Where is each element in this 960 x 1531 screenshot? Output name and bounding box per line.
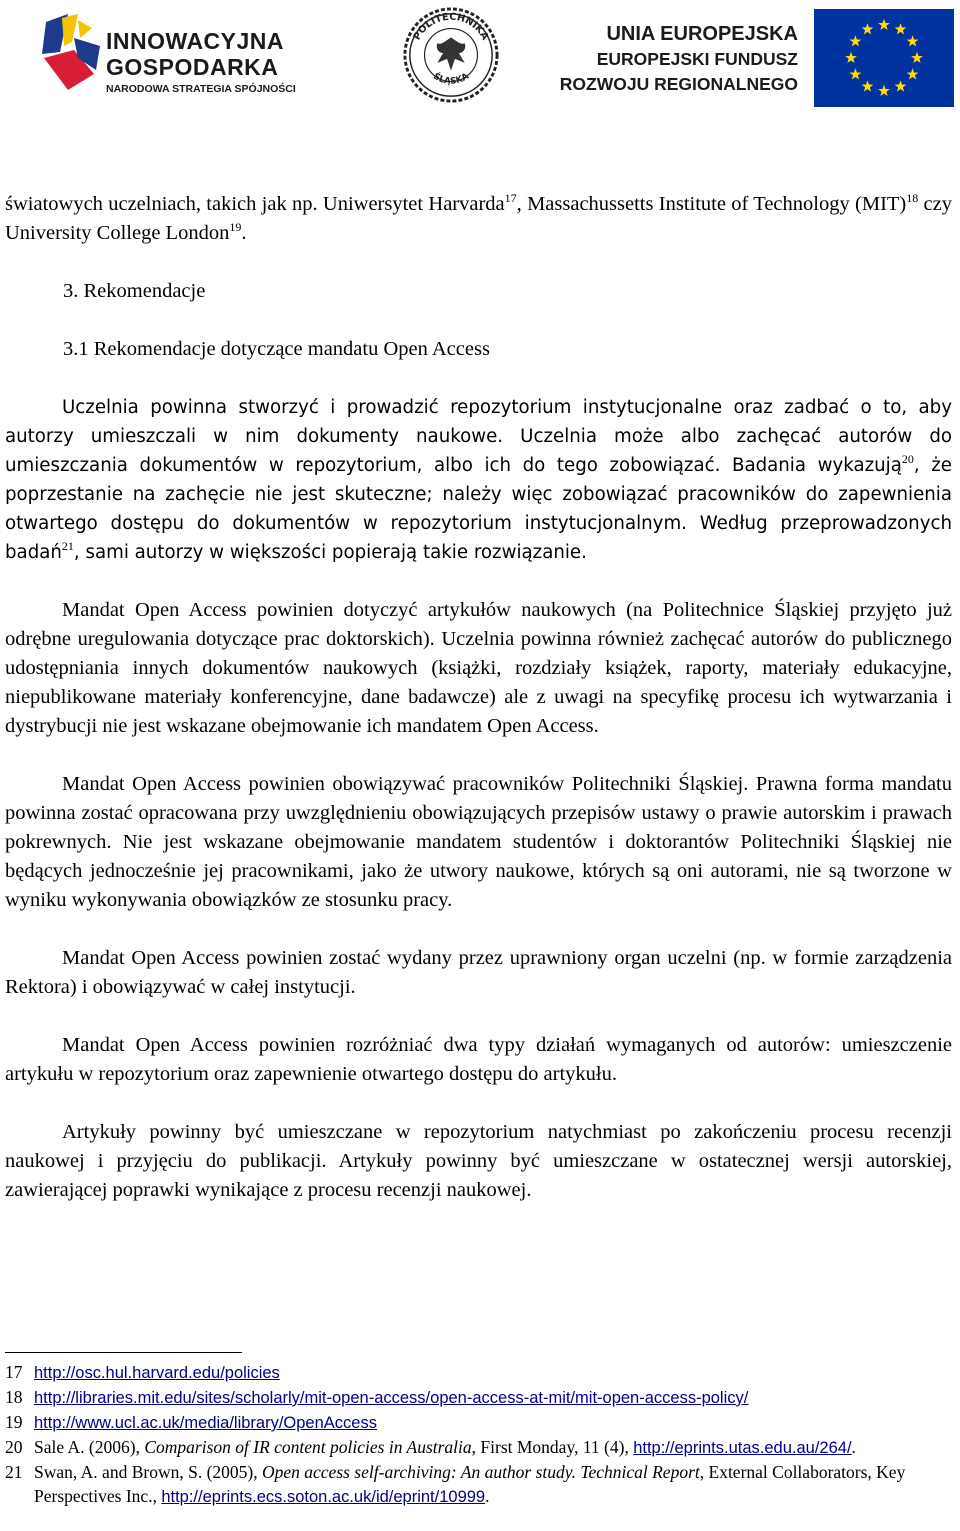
footnote-21-pre: Swan, A. and Brown, S. (2005), <box>34 1462 262 1482</box>
innowacyjna-gospodarka-mark-icon <box>38 12 108 92</box>
footnote-20-post: , First Monday, 11 (4), <box>471 1437 634 1457</box>
footnote-ref-17: 17 <box>504 191 517 205</box>
logo-left-line3: NARODOWA STRATEGIA SPÓJNOŚCI <box>106 83 296 95</box>
footnote-ref-18: 18 <box>906 191 919 205</box>
footnote-number: 21 <box>5 1462 23 1482</box>
body-text <box>5 190 952 1205</box>
logo-center-text-top: POLITECHNIKA <box>411 11 491 43</box>
footnote-21-post: , External Collaborators, Key Perspectives Inc., <box>34 1462 906 1506</box>
paragraph-1-text-b: , że poprzestanie na zachęcie nie jest skuteczne; należy więc zobowiązać pracowników do zapewnienia otwartego dostępu do dokumentów w repozytorium instytucjonalnym. Według przeprowadzonych badań <box>5 455 952 563</box>
footnote-ref-20: 20 <box>901 452 914 466</box>
paragraph-4: Mandat Open Access powinien zostać wydany przez uprawniony organ uczelni (np. w formie zarządzenia Rektora) i obowiązywać w całej instytucji. <box>5 947 952 998</box>
footnote-20-end: . <box>851 1437 856 1457</box>
logo-left-line2: GOSPODARKA <box>106 54 279 80</box>
footnote-17 <box>5 1360 952 1385</box>
footnote-19 <box>5 1410 952 1435</box>
intro-text-a: światowych uczelniach, takich jak np. Uniwersytet Harvarda <box>5 193 505 215</box>
footnote-18-link[interactable]: http://libraries.mit.edu/sites/scholarly/mit-open-access/open-access-at-mit/mit-open-access-policy/ <box>34 1389 749 1407</box>
politechnika-slaska-logo <box>402 6 500 104</box>
innowacyjna-gospodarka-logo <box>38 8 318 96</box>
footnote-20-title: Comparison of IR content policies in Australia <box>144 1437 472 1457</box>
footnote-ref-19: 19 <box>229 220 242 234</box>
intro-text-b: , Massachussetts Institute of Technology (MIT) <box>516 193 907 215</box>
logo-right-line1: UNIA EUROPEJSKA <box>606 23 798 45</box>
footnote-separator <box>5 1352 242 1353</box>
header-logos <box>0 0 960 120</box>
eu-flag-icon <box>814 9 954 107</box>
footnote-number: 17 <box>5 1362 23 1382</box>
intro-paragraph <box>5 190 952 248</box>
paragraph-1 <box>5 393 952 567</box>
paragraph-6: Artykuły powinny być umieszczane w repozytorium natychmiast po zakończeniu procesu recenzji naukowej i przyjęciu do publikacji. Artykuły powinny być umieszczane w ostatecznej wersji autorskiej, zawierającej poprawki wynikające z procesu recenzji naukowej. <box>5 1121 952 1201</box>
footnote-number: 18 <box>5 1387 23 1407</box>
footnote-19-link[interactable]: http://www.ucl.ac.uk/media/library/OpenAccess <box>34 1414 377 1432</box>
paragraph-1-text-a: Uczelnia powinna stworzyć i prowadzić repozytorium instytucjonalne oraz zadbać o to, aby autorzy umieszczali w nim dokumenty naukowe. Uczelnia może albo zachęcać autorów do umieszczania dokumentów w repozytorium, albo ich do tego zobowiązać. Badania wykazują <box>5 397 952 476</box>
footnote-21 <box>5 1460 952 1509</box>
footnote-20-link[interactable]: http://eprints.utas.edu.au/264/ <box>633 1439 852 1457</box>
unia-europejska-text <box>558 18 798 98</box>
footnote-21-title: Open access self-archiving: An author study. Technical Report <box>261 1462 700 1482</box>
paragraph-2: Mandat Open Access powinien dotyczyć artykułów naukowych (na Politechnice Śląskiej przyjęto już odrębne uregulowania dotyczące prac doktorskich). Uczelnia powinna również zachęcać autorów do publicznego udostępniania innych dokumentów naukowych (książki, rozdziały książek, raporty, materiały edukacyjne, niepublikowane materiały konferencyjne, dane badawcze) ale z uwagi na specyfikę procesu ich wytwarzania i dystrybucji nie jest wskazane obejmowanie ich mandatem Open Access. <box>5 599 952 737</box>
logo-left-line1: INNOWACYJNA <box>106 28 285 54</box>
paragraph-5: Mandat Open Access powinien rozróżniać dwa typy działań wymaganych od autorów: umieszczenie artykułu w repozytorium oraz zapewnienie otwartego dostępu do artykułu. <box>5 1034 952 1085</box>
intro-text-c: czy University College London <box>5 193 952 244</box>
footnote-21-link[interactable]: http://eprints.ecs.soton.ac.uk/id/eprint/10999 <box>161 1488 486 1506</box>
footnote-17-link[interactable]: http://osc.hul.harvard.edu/policies <box>34 1364 280 1382</box>
footnotes <box>5 1360 952 1509</box>
paragraph-3: Mandat Open Access powinien obowiązywać pracowników Politechniki Śląskiej. Prawna forma mandatu powinna zostać opracowana przy uwzględnieniu obowiązujących przepisów ustawy o prawie autorskim i prawach pokrewnych. Nie jest wskazane obejmowanie mandatem studentów i doktorantów Politechniki Śląskiej nie będących jednocześnie jej pracownikami, jako że utwory naukowe, których są oni autorami, nie są tworzone w wyniku wykonywania obowiązków ze stosunku pracy. <box>5 773 952 911</box>
svg-text:ŚLĄSKA <box>431 70 471 87</box>
footnote-18 <box>5 1385 952 1410</box>
paragraph-1-text-c: , sami autorzy w większości popierają takie rozwiązanie. <box>73 542 587 563</box>
footnote-21-end: . <box>485 1486 490 1506</box>
logo-right-line3: ROZWOJU REGIONALNEGO <box>559 74 798 94</box>
logo-center-text-bottom: ŚLĄSKA <box>431 71 471 87</box>
footnote-number: 19 <box>5 1412 23 1432</box>
footnote-number: 20 <box>5 1437 23 1457</box>
subsection-heading: 3.1 Rekomendacje dotyczące mandatu Open Access <box>63 338 490 360</box>
footnote-20 <box>5 1435 952 1460</box>
logo-right-line2: EUROPEJSKI FUNDUSZ <box>596 49 798 69</box>
footnote-20-pre: Sale A. (2006), <box>34 1437 145 1457</box>
intro-text-d: . <box>241 222 247 244</box>
footnote-ref-21: 21 <box>61 539 74 553</box>
section-heading: 3. Rekomendacje <box>63 280 206 302</box>
